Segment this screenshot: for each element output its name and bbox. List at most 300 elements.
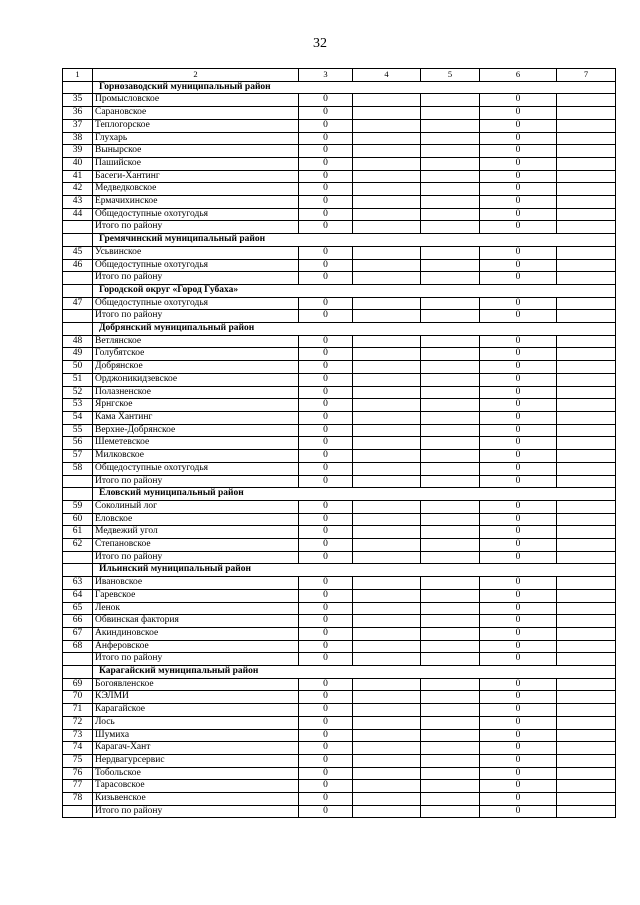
column-7-cell xyxy=(557,411,616,424)
column-5-cell xyxy=(421,602,480,615)
column-5-cell xyxy=(421,411,480,424)
column-4-cell xyxy=(353,386,421,399)
column-6-value: 0 xyxy=(480,767,557,780)
district-heading-row xyxy=(63,323,616,336)
column-5-cell xyxy=(421,729,480,742)
row-number: 77 xyxy=(63,780,93,793)
table-row xyxy=(63,157,616,170)
column-3-value: 0 xyxy=(299,348,353,361)
column-3-value: 0 xyxy=(299,424,353,437)
district-title: Ильинский муниципальный район xyxy=(93,564,616,577)
total-label: Итого по району xyxy=(93,475,299,488)
district-total-row xyxy=(63,221,616,234)
row-number: 43 xyxy=(63,196,93,209)
hunting-ground-name: Медвежий угол xyxy=(93,526,299,539)
column-5-cell xyxy=(421,196,480,209)
column-3-value: 0 xyxy=(299,577,353,590)
row-number: 66 xyxy=(63,615,93,628)
column-4-cell xyxy=(353,589,421,602)
table-row xyxy=(63,780,616,793)
column-5-cell xyxy=(421,183,480,196)
hunting-ground-name: Милковское xyxy=(93,450,299,463)
hunting-ground-name: Голубятское xyxy=(93,348,299,361)
total-blank-cell xyxy=(63,310,93,323)
hunting-ground-name: Общедоступные охотугодья xyxy=(93,462,299,475)
total-column-6: 0 xyxy=(480,653,557,666)
column-5-cell xyxy=(421,589,480,602)
column-5-cell xyxy=(421,424,480,437)
column-6-value: 0 xyxy=(480,335,557,348)
column-7-cell xyxy=(557,793,616,806)
column-5-cell xyxy=(421,691,480,704)
column-5-cell xyxy=(421,132,480,145)
column-7-cell xyxy=(557,335,616,348)
column-4-cell xyxy=(353,145,421,158)
column-7-cell xyxy=(557,348,616,361)
column-6-value: 0 xyxy=(480,691,557,704)
column-6-value: 0 xyxy=(480,361,557,374)
row-number: 37 xyxy=(63,119,93,132)
column-3-value: 0 xyxy=(299,793,353,806)
row-number: 45 xyxy=(63,246,93,259)
total-column-3: 0 xyxy=(299,475,353,488)
column-5-cell xyxy=(421,259,480,272)
hunting-ground-name: Теплогорское xyxy=(93,119,299,132)
column-4-cell xyxy=(353,411,421,424)
hunting-ground-name: Нердвагурсервис xyxy=(93,754,299,767)
total-label: Итого по району xyxy=(93,221,299,234)
total-label: Итого по району xyxy=(93,272,299,285)
hunting-ground-name: Полазненское xyxy=(93,386,299,399)
column-3-value: 0 xyxy=(299,157,353,170)
total-blank-cell xyxy=(63,272,93,285)
table-row xyxy=(63,437,616,450)
table-row xyxy=(63,259,616,272)
column-7-cell xyxy=(557,94,616,107)
column-6-value: 0 xyxy=(480,526,557,539)
column-4-cell xyxy=(353,754,421,767)
total-column-6: 0 xyxy=(480,805,557,818)
column-6-value: 0 xyxy=(480,132,557,145)
column-4-cell xyxy=(353,704,421,717)
table-row xyxy=(63,678,616,691)
column-4-cell xyxy=(353,780,421,793)
hunting-ground-name: Карагайское xyxy=(93,704,299,717)
hunting-ground-name: Ветлянское xyxy=(93,335,299,348)
column-5-cell xyxy=(421,272,480,285)
total-column-6: 0 xyxy=(480,475,557,488)
table-row xyxy=(63,615,616,628)
column-4-cell xyxy=(353,246,421,259)
column-6-value: 0 xyxy=(480,627,557,640)
table-row xyxy=(63,754,616,767)
column-4-cell xyxy=(353,221,421,234)
row-number: 64 xyxy=(63,589,93,602)
district-blank-cell xyxy=(63,666,93,679)
column-7-cell xyxy=(557,716,616,729)
table-row xyxy=(63,526,616,539)
table-row xyxy=(63,627,616,640)
column-5-cell xyxy=(421,526,480,539)
column-7-cell xyxy=(557,386,616,399)
column-5-cell xyxy=(421,170,480,183)
column-3-value: 0 xyxy=(299,335,353,348)
column-4-cell xyxy=(353,539,421,552)
page-number: 32 xyxy=(313,36,327,51)
column-7-cell xyxy=(557,691,616,704)
district-title: Добрянский муниципальный район xyxy=(93,323,616,336)
column-5-cell xyxy=(421,640,480,653)
table-row xyxy=(63,246,616,259)
total-column-3: 0 xyxy=(299,805,353,818)
total-column-3: 0 xyxy=(299,653,353,666)
column-3-value: 0 xyxy=(299,170,353,183)
row-number: 35 xyxy=(63,94,93,107)
column-6-value: 0 xyxy=(480,183,557,196)
hunting-ground-name: Карагач-Хант xyxy=(93,742,299,755)
column-5-cell xyxy=(421,805,480,818)
column-4-cell xyxy=(353,208,421,221)
column-4-cell xyxy=(353,793,421,806)
total-blank-cell xyxy=(63,475,93,488)
row-number: 59 xyxy=(63,500,93,513)
hunting-ground-name: Медведковское xyxy=(93,183,299,196)
row-number: 68 xyxy=(63,640,93,653)
table-row xyxy=(63,513,616,526)
column-3-value: 0 xyxy=(299,767,353,780)
district-heading-row xyxy=(63,564,616,577)
column-3-value: 0 xyxy=(299,742,353,755)
row-number: 46 xyxy=(63,259,93,272)
table-row xyxy=(63,450,616,463)
column-6-value: 0 xyxy=(480,386,557,399)
table-row xyxy=(63,183,616,196)
column-5-cell xyxy=(421,539,480,552)
column-6-value: 0 xyxy=(480,348,557,361)
column-3-value: 0 xyxy=(299,602,353,615)
column-3-value: 0 xyxy=(299,754,353,767)
column-4-cell xyxy=(353,259,421,272)
table-row xyxy=(63,589,616,602)
column-3-value: 0 xyxy=(299,513,353,526)
column-5-cell xyxy=(421,462,480,475)
column-6-value: 0 xyxy=(480,577,557,590)
column-4-cell xyxy=(353,119,421,132)
hunting-ground-name: Глухарь xyxy=(93,132,299,145)
column-6-value: 0 xyxy=(480,704,557,717)
column-5-cell xyxy=(421,310,480,323)
column-header: 2 xyxy=(93,69,299,82)
hunting-ground-name: Вынырское xyxy=(93,145,299,158)
table-row xyxy=(63,399,616,412)
row-number: 39 xyxy=(63,145,93,158)
district-total-row xyxy=(63,653,616,666)
row-number: 63 xyxy=(63,577,93,590)
table-row xyxy=(63,742,616,755)
column-3-value: 0 xyxy=(299,132,353,145)
hunting-ground-name: Шеметевское xyxy=(93,437,299,450)
column-3-value: 0 xyxy=(299,627,353,640)
column-4-cell xyxy=(353,361,421,374)
district-total-row xyxy=(63,310,616,323)
table-row xyxy=(63,196,616,209)
column-3-value: 0 xyxy=(299,615,353,628)
column-6-value: 0 xyxy=(480,513,557,526)
column-3-value: 0 xyxy=(299,145,353,158)
row-number: 65 xyxy=(63,602,93,615)
column-5-cell xyxy=(421,361,480,374)
column-3-value: 0 xyxy=(299,678,353,691)
table-row xyxy=(63,119,616,132)
column-4-cell xyxy=(353,335,421,348)
column-3-value: 0 xyxy=(299,411,353,424)
hunting-grounds-table xyxy=(62,68,616,818)
district-blank-cell xyxy=(63,284,93,297)
column-7-cell xyxy=(557,196,616,209)
column-7-cell xyxy=(557,107,616,120)
column-4-cell xyxy=(353,678,421,691)
column-3-value: 0 xyxy=(299,196,353,209)
table-row xyxy=(63,145,616,158)
row-number: 44 xyxy=(63,208,93,221)
column-5-cell xyxy=(421,475,480,488)
row-number: 75 xyxy=(63,754,93,767)
column-5-cell xyxy=(421,399,480,412)
district-title: Еловский муниципальный район xyxy=(93,488,616,501)
column-3-value: 0 xyxy=(299,297,353,310)
column-3-value: 0 xyxy=(299,361,353,374)
district-heading-row xyxy=(63,666,616,679)
column-7-cell xyxy=(557,615,616,628)
table-row xyxy=(63,208,616,221)
table-row xyxy=(63,704,616,717)
column-7-cell xyxy=(557,539,616,552)
hunting-ground-name: Кама Хантинг xyxy=(93,411,299,424)
column-3-value: 0 xyxy=(299,640,353,653)
total-column-3: 0 xyxy=(299,551,353,564)
row-number: 48 xyxy=(63,335,93,348)
hunting-ground-name: Шумиха xyxy=(93,729,299,742)
row-number: 47 xyxy=(63,297,93,310)
hunting-ground-name: Кизьвенское xyxy=(93,793,299,806)
column-5-cell xyxy=(421,704,480,717)
table-row xyxy=(63,424,616,437)
table-row xyxy=(63,716,616,729)
district-total-row xyxy=(63,272,616,285)
column-5-cell xyxy=(421,208,480,221)
column-7-cell xyxy=(557,805,616,818)
column-4-cell xyxy=(353,183,421,196)
column-4-cell xyxy=(353,742,421,755)
column-7-cell xyxy=(557,221,616,234)
column-header: 4 xyxy=(353,69,421,82)
column-4-cell xyxy=(353,729,421,742)
column-6-value: 0 xyxy=(480,780,557,793)
column-5-cell xyxy=(421,615,480,628)
column-3-value: 0 xyxy=(299,450,353,463)
column-3-value: 0 xyxy=(299,246,353,259)
table-row xyxy=(63,170,616,183)
column-header: 7 xyxy=(557,69,616,82)
column-4-cell xyxy=(353,157,421,170)
column-4-cell xyxy=(353,602,421,615)
row-number: 70 xyxy=(63,691,93,704)
column-5-cell xyxy=(421,551,480,564)
total-label: Итого по району xyxy=(93,805,299,818)
column-5-cell xyxy=(421,450,480,463)
row-number: 71 xyxy=(63,704,93,717)
column-4-cell xyxy=(353,272,421,285)
table-row xyxy=(63,602,616,615)
column-3-value: 0 xyxy=(299,399,353,412)
column-5-cell xyxy=(421,157,480,170)
column-6-value: 0 xyxy=(480,145,557,158)
column-3-value: 0 xyxy=(299,500,353,513)
column-7-cell xyxy=(557,259,616,272)
column-6-value: 0 xyxy=(480,742,557,755)
total-blank-cell xyxy=(63,805,93,818)
column-7-cell xyxy=(557,780,616,793)
column-3-value: 0 xyxy=(299,373,353,386)
row-number: 38 xyxy=(63,132,93,145)
column-7-cell xyxy=(557,729,616,742)
total-column-3: 0 xyxy=(299,310,353,323)
column-6-value: 0 xyxy=(480,399,557,412)
row-number: 52 xyxy=(63,386,93,399)
table-row xyxy=(63,411,616,424)
row-number: 50 xyxy=(63,361,93,374)
table-row xyxy=(63,373,616,386)
hunting-ground-name: Анферовское xyxy=(93,640,299,653)
district-blank-cell xyxy=(63,81,93,94)
district-total-row xyxy=(63,551,616,564)
column-5-cell xyxy=(421,653,480,666)
hunting-ground-name: Пашийское xyxy=(93,157,299,170)
total-blank-cell xyxy=(63,221,93,234)
column-3-value: 0 xyxy=(299,437,353,450)
row-number: 76 xyxy=(63,767,93,780)
column-7-cell xyxy=(557,462,616,475)
table-row xyxy=(63,577,616,590)
column-5-cell xyxy=(421,221,480,234)
row-number: 42 xyxy=(63,183,93,196)
table-row xyxy=(63,335,616,348)
column-5-cell xyxy=(421,335,480,348)
column-4-cell xyxy=(353,94,421,107)
column-6-value: 0 xyxy=(480,793,557,806)
row-number: 53 xyxy=(63,399,93,412)
column-7-cell xyxy=(557,132,616,145)
hunting-ground-name: Степановское xyxy=(93,539,299,552)
column-6-value: 0 xyxy=(480,716,557,729)
column-7-cell xyxy=(557,157,616,170)
column-3-value: 0 xyxy=(299,119,353,132)
column-6-value: 0 xyxy=(480,196,557,209)
column-6-value: 0 xyxy=(480,678,557,691)
hunting-ground-name: Общедоступные охотугодья xyxy=(93,297,299,310)
column-4-cell xyxy=(353,526,421,539)
hunting-ground-name: Гаревское xyxy=(93,589,299,602)
table-row xyxy=(63,767,616,780)
hunting-ground-name: Еловское xyxy=(93,513,299,526)
column-3-value: 0 xyxy=(299,259,353,272)
column-4-cell xyxy=(353,450,421,463)
column-7-cell xyxy=(557,297,616,310)
row-number: 73 xyxy=(63,729,93,742)
column-7-cell xyxy=(557,119,616,132)
district-blank-cell xyxy=(63,488,93,501)
column-7-cell xyxy=(557,450,616,463)
district-blank-cell xyxy=(63,234,93,247)
row-number: 49 xyxy=(63,348,93,361)
column-6-value: 0 xyxy=(480,500,557,513)
hunting-ground-name: Ярнгское xyxy=(93,399,299,412)
column-3-value: 0 xyxy=(299,729,353,742)
column-6-value: 0 xyxy=(480,170,557,183)
column-7-cell xyxy=(557,437,616,450)
hunting-ground-name: Акиндиновское xyxy=(93,627,299,640)
row-number: 67 xyxy=(63,627,93,640)
column-7-cell xyxy=(557,500,616,513)
hunting-ground-name: Общедоступные охотугодья xyxy=(93,259,299,272)
table-row xyxy=(63,500,616,513)
district-total-row xyxy=(63,805,616,818)
district-blank-cell xyxy=(63,323,93,336)
total-blank-cell xyxy=(63,551,93,564)
total-label: Итого по району xyxy=(93,310,299,323)
column-6-value: 0 xyxy=(480,157,557,170)
column-7-cell xyxy=(557,704,616,717)
row-number: 69 xyxy=(63,678,93,691)
column-4-cell xyxy=(353,640,421,653)
column-6-value: 0 xyxy=(480,754,557,767)
column-6-value: 0 xyxy=(480,208,557,221)
column-6-value: 0 xyxy=(480,729,557,742)
column-6-value: 0 xyxy=(480,437,557,450)
total-column-6: 0 xyxy=(480,551,557,564)
column-3-value: 0 xyxy=(299,107,353,120)
column-4-cell xyxy=(353,500,421,513)
column-4-cell xyxy=(353,170,421,183)
column-5-cell xyxy=(421,437,480,450)
column-6-value: 0 xyxy=(480,411,557,424)
column-7-cell xyxy=(557,513,616,526)
header-row xyxy=(63,69,616,82)
hunting-ground-name: Тобольское xyxy=(93,767,299,780)
column-7-cell xyxy=(557,399,616,412)
column-4-cell xyxy=(353,805,421,818)
table-row xyxy=(63,729,616,742)
column-7-cell xyxy=(557,742,616,755)
row-number: 36 xyxy=(63,107,93,120)
column-4-cell xyxy=(353,310,421,323)
column-header: 1 xyxy=(63,69,93,82)
column-5-cell xyxy=(421,754,480,767)
column-7-cell xyxy=(557,310,616,323)
column-4-cell xyxy=(353,437,421,450)
column-7-cell xyxy=(557,183,616,196)
column-4-cell xyxy=(353,132,421,145)
hunting-ground-name: Общедоступные охотугодья xyxy=(93,208,299,221)
table-row xyxy=(63,462,616,475)
district-heading-row xyxy=(63,488,616,501)
column-3-value: 0 xyxy=(299,462,353,475)
row-number: 51 xyxy=(63,373,93,386)
column-5-cell xyxy=(421,348,480,361)
table-row xyxy=(63,348,616,361)
column-4-cell xyxy=(353,513,421,526)
column-4-cell xyxy=(353,767,421,780)
